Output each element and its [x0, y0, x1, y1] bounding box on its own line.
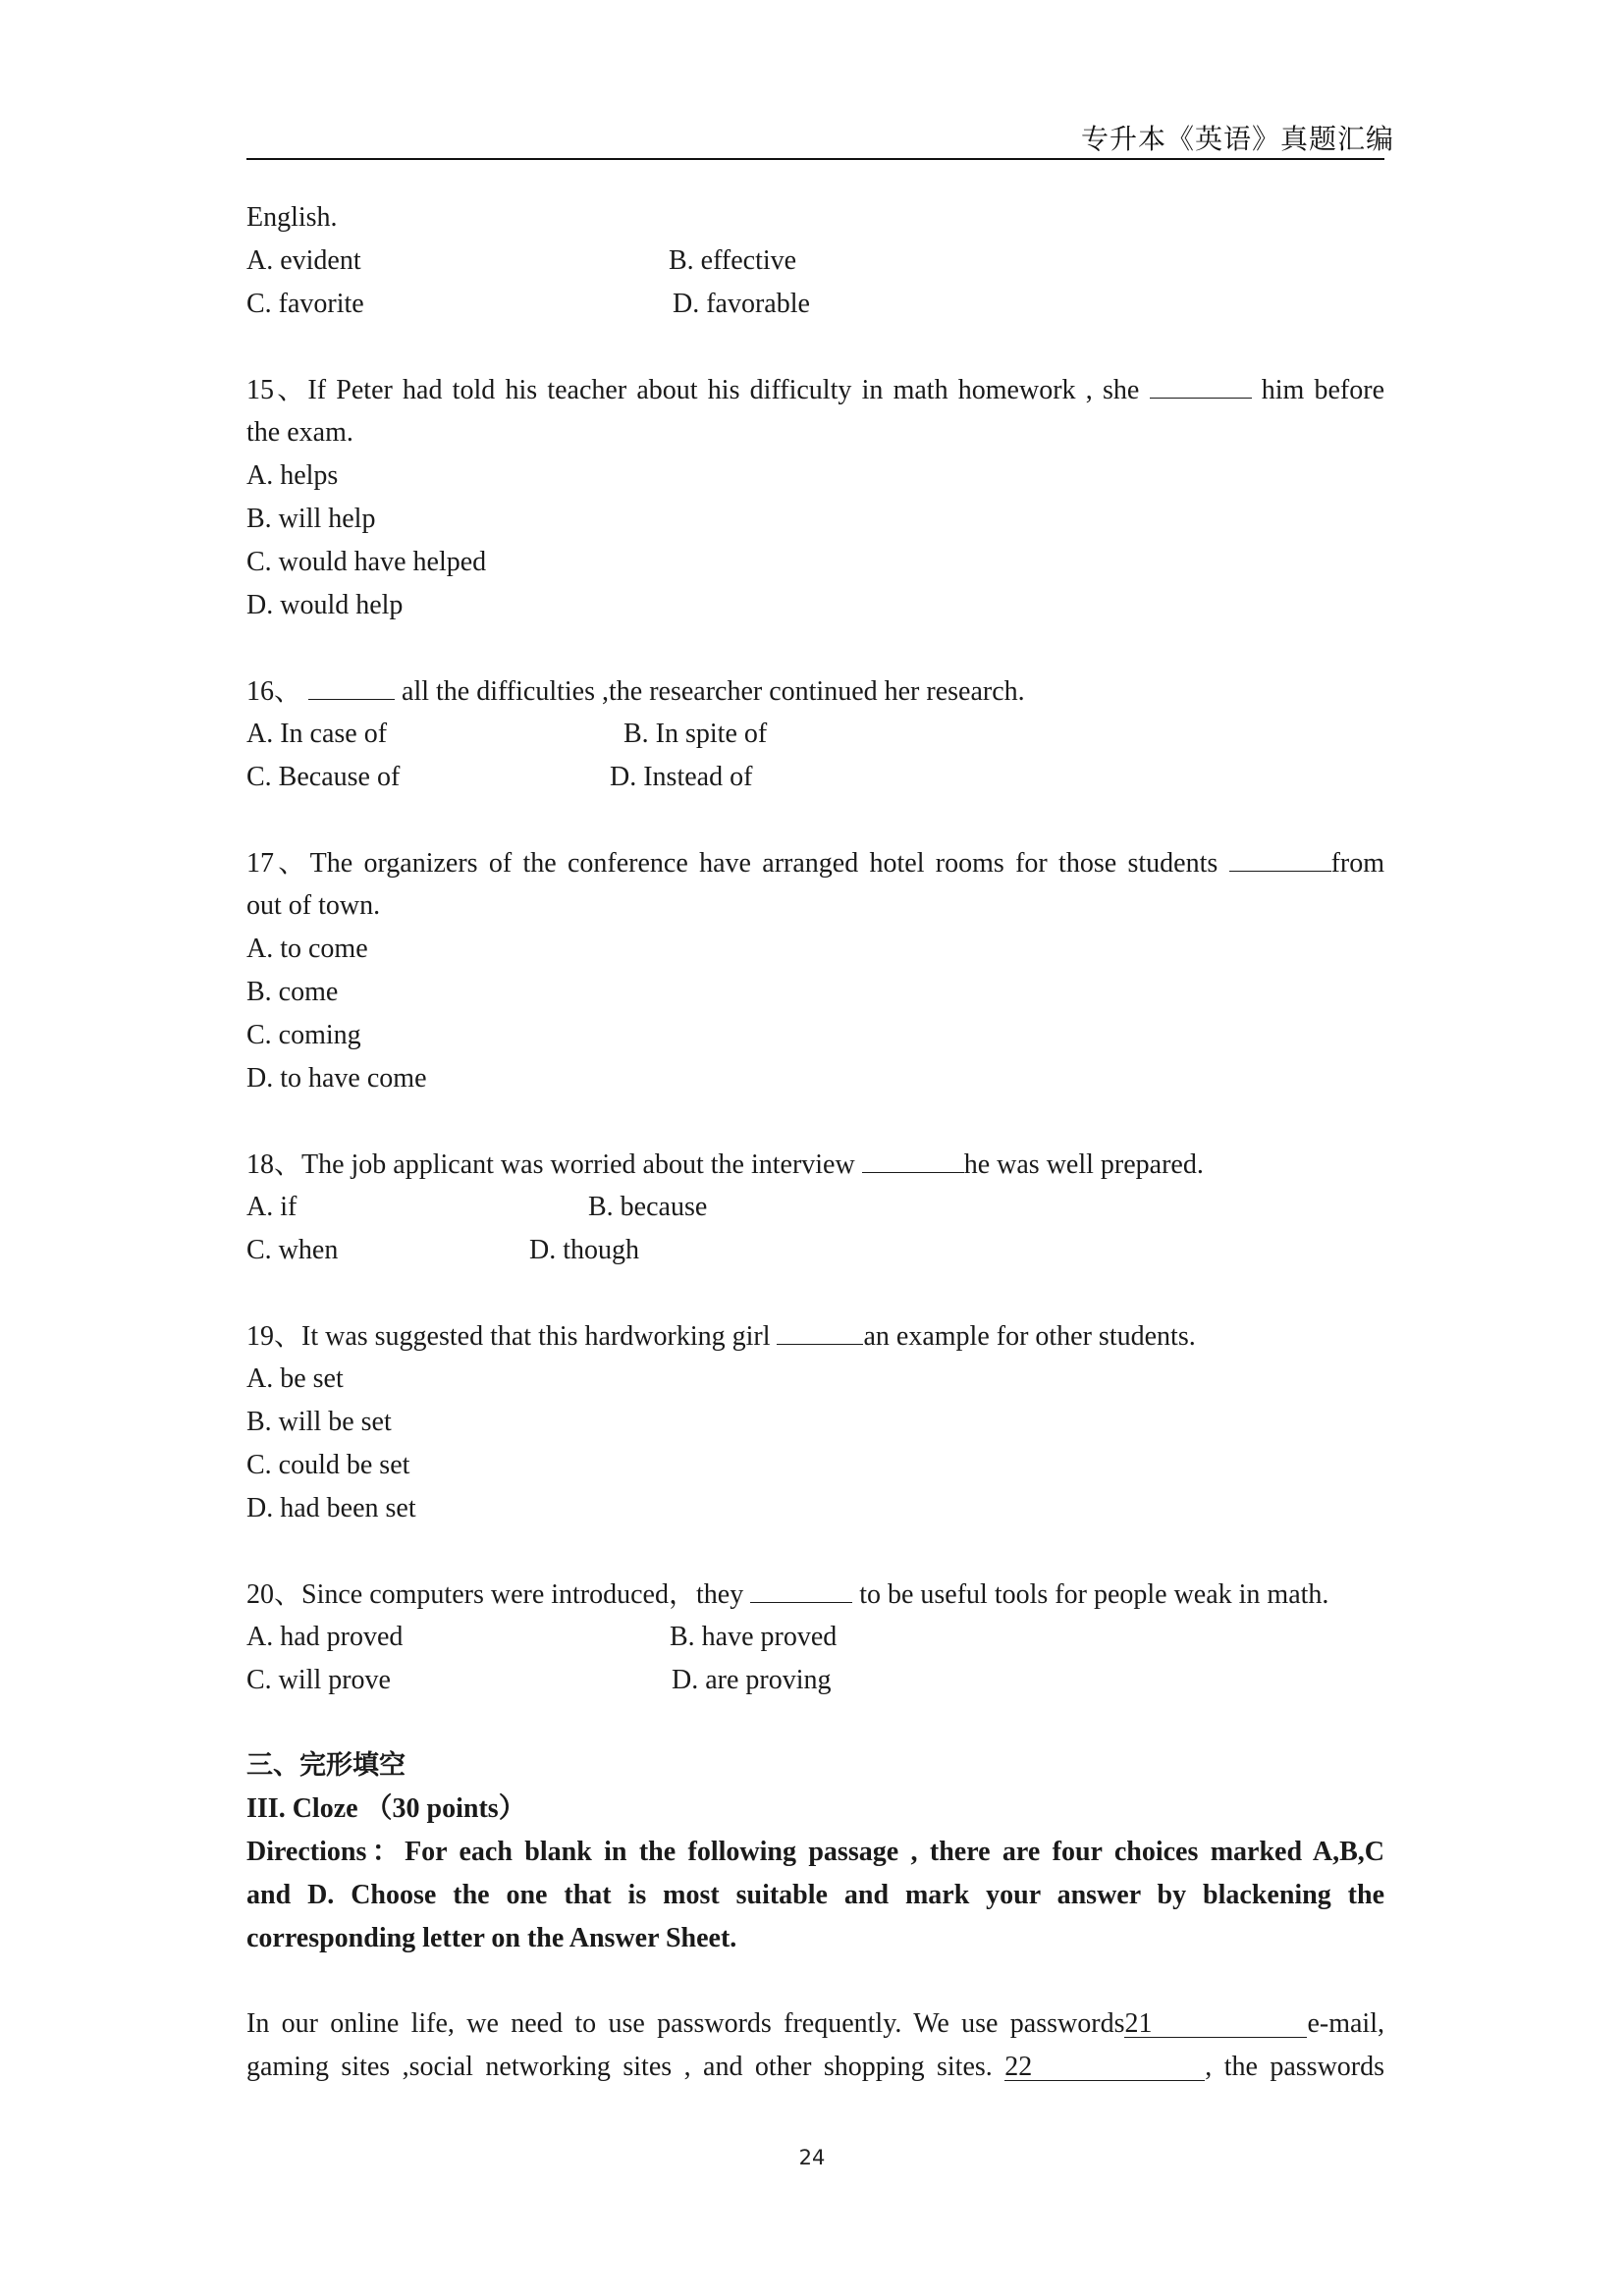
- passage-line-1-pre: In our online life, we need to use passwords frequently. We use passwords: [246, 2008, 1125, 2039]
- q15-stem-pre: 15、If Peter had told his teacher about his difficulty in math homework , she: [246, 375, 1140, 405]
- q19-option-b: B. will be set: [246, 1407, 392, 1437]
- page-content: [246, 196, 1384, 2089]
- q20-option-c: C. will prove: [246, 1665, 391, 1695]
- q14-option-b: B. effective: [669, 245, 797, 276]
- q14-option-a: A. evident: [246, 245, 361, 276]
- q15-option-a: A. helps: [246, 460, 339, 491]
- q19-stem: [246, 1314, 1384, 1358]
- q14-option-d: D. favorable: [673, 289, 810, 319]
- q19-blank: [777, 1314, 863, 1345]
- q20-blank: [750, 1573, 852, 1603]
- q15-stem-post: him before: [1261, 375, 1385, 405]
- q17-blank: [1229, 841, 1331, 872]
- q19-option-c: C. could be set: [246, 1450, 410, 1480]
- q16-blank: [308, 669, 395, 700]
- q16-stem-post: all the difficulties ,the researcher continued her research.: [402, 676, 1025, 707]
- passage-line-2-post: , the passwords: [1205, 2052, 1385, 2082]
- q20-stem: [246, 1573, 1384, 1616]
- q20-option-b: B. have proved: [670, 1622, 838, 1652]
- header-rule: [246, 158, 1384, 160]
- q18-option-d: D. though: [529, 1235, 639, 1265]
- q15-stem-line-1: [246, 368, 1384, 411]
- q18-blank: [862, 1143, 964, 1173]
- q14-stem-tail: English.: [246, 202, 338, 233]
- running-header-title: 专升本《英语》真题汇编: [1080, 123, 1394, 155]
- q16-stem-pre: 16、: [246, 676, 302, 707]
- q14-option-c: C. favorite: [246, 289, 364, 319]
- section-3-en-heading: III. Cloze （30 points）: [246, 1793, 526, 1824]
- q17-option-b: B. come: [246, 977, 339, 1007]
- directions-line-3: corresponding letter on the Answer Sheet.: [246, 1923, 737, 1953]
- q19-option-a: A. be set: [246, 1363, 344, 1394]
- q19-option-d: D. had been set: [246, 1493, 416, 1523]
- q20-options-row-1: [246, 1616, 1384, 1659]
- q17-stem-pre: 17、The organizers of the conference have arranged hotel rooms for those students: [246, 848, 1218, 879]
- q16-option-c: C. Because of: [246, 762, 401, 792]
- q15-stem-line-2: the exam.: [246, 417, 353, 448]
- q16-option-b: B. In spite of: [623, 719, 768, 749]
- q16-option-d: D. Instead of: [610, 762, 753, 792]
- q15-blank: [1150, 368, 1252, 399]
- q16-stem: [246, 669, 1384, 713]
- q18-stem: [246, 1143, 1384, 1186]
- q17-option-d: D. to have come: [246, 1063, 427, 1094]
- q18-stem-post: he was well prepared.: [963, 1149, 1204, 1180]
- passage-line-1: [246, 2002, 1384, 2046]
- section-3-cn-heading: 三、完形填空: [246, 1750, 406, 1781]
- q18-option-a: A. if: [246, 1192, 298, 1222]
- q17-stem-post: from: [1330, 848, 1384, 879]
- q15-option-b: B. will help: [246, 504, 376, 534]
- q15-option-c: C. would have helped: [246, 547, 487, 577]
- q19-stem-post: an example for other students.: [863, 1321, 1196, 1352]
- q17-option-c: C. coming: [246, 1020, 361, 1050]
- q15-option-d: D. would help: [246, 590, 404, 620]
- passage-line-1-post: e-mail,: [1307, 2008, 1384, 2039]
- q18-options-row-1: [246, 1186, 1384, 1229]
- q18-option-c: C. when: [246, 1235, 339, 1265]
- q20-stem-post: to be useful tools for people weak in math.: [859, 1579, 1329, 1610]
- directions-line-2: and D. Choose the one that is most suitable and mark your answer by blackening the: [246, 1880, 1384, 1910]
- q14-options-row-2: [246, 283, 1384, 326]
- q17-option-a: A. to come: [246, 934, 368, 964]
- passage-line-2: [246, 2046, 1384, 2089]
- q20-stem-pre: 20、Since computers were introduced，they: [246, 1579, 744, 1610]
- blank-22: 22: [1004, 2051, 1205, 2081]
- q20-option-a: A. had proved: [246, 1622, 404, 1652]
- q14-options-row-1: [246, 240, 1384, 283]
- q20-options-row-2: [246, 1659, 1384, 1702]
- q16-options-row-2: [246, 756, 1384, 799]
- passage-line-2-pre: gaming sites ,social networking sites , and other shopping sites.: [246, 2052, 993, 2082]
- q18-options-row-2: [246, 1229, 1384, 1272]
- directions-line-1: Directions：For each blank in the following passage , there are four choices marked A,B,C: [246, 1837, 1384, 1867]
- q18-stem-pre: 18、The job applicant was worried about the interview: [246, 1149, 855, 1180]
- q18-option-b: B. because: [588, 1192, 708, 1222]
- q19-stem-pre: 19、It was suggested that this hardworking girl: [246, 1321, 771, 1352]
- blank-21: 21: [1124, 2007, 1307, 2038]
- q17-stem-line-2: out of town.: [246, 890, 381, 921]
- q16-options-row-1: [246, 713, 1384, 756]
- q16-option-a: A. In case of: [246, 719, 388, 749]
- q17-stem-line-1: [246, 841, 1384, 884]
- q20-option-d: D. are proving: [672, 1665, 832, 1695]
- page-number: 24: [798, 2146, 826, 2169]
